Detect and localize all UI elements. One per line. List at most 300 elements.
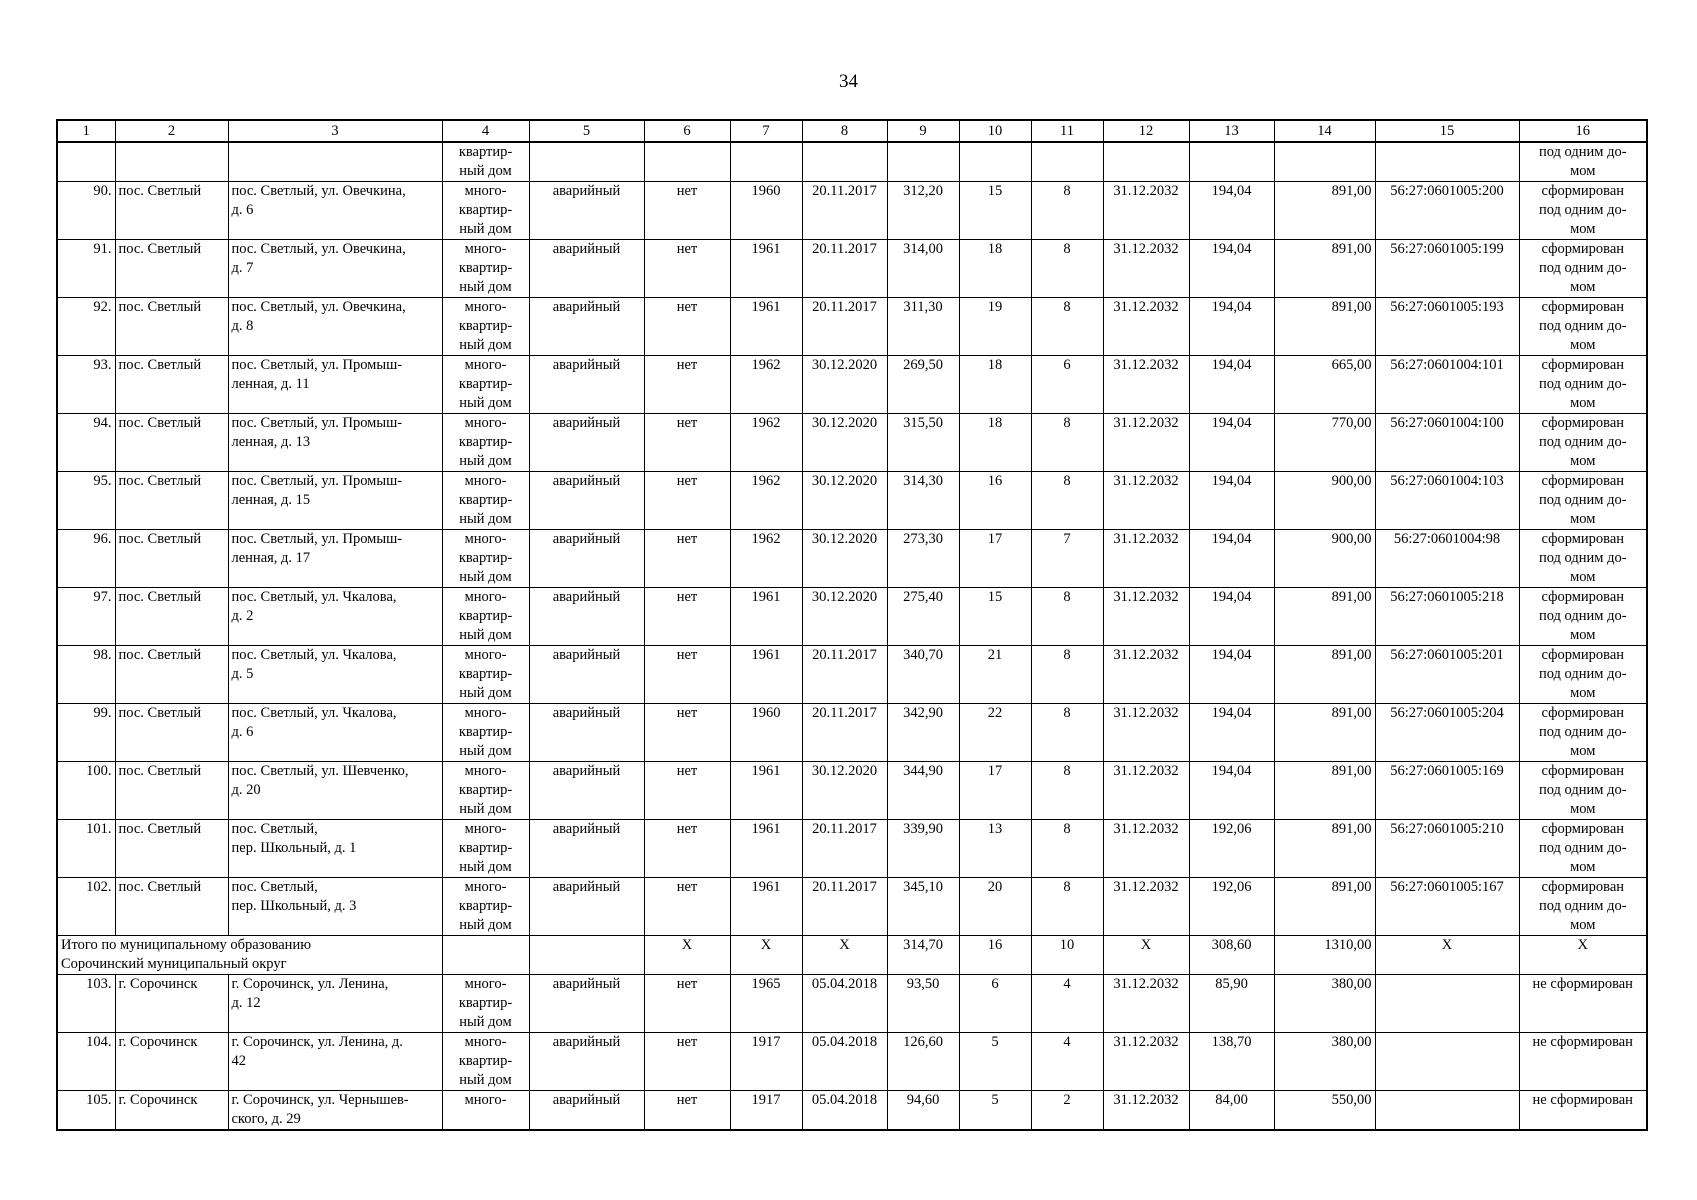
- cell-land-status: сформирован под одним до- мом: [1519, 820, 1647, 878]
- column-header-9: 9: [887, 120, 959, 142]
- cell-cadastral-number: [1375, 1033, 1519, 1091]
- cell-resettlement-deadline: 31.12.2032: [1103, 878, 1189, 936]
- cell-col-11: 6: [1031, 356, 1103, 414]
- cell-house-type: много- квартир- ный дом: [442, 704, 529, 762]
- table-row: [57, 1091, 1647, 1131]
- cell-recognition-date: 30.12.2020: [802, 588, 887, 646]
- table-row: [57, 298, 1647, 356]
- column-header-12: 12: [1103, 120, 1189, 142]
- cell-row-number: 94.: [57, 414, 115, 472]
- column-header-5: 5: [529, 120, 644, 142]
- cell-land-status: сформирован под одним до- мом: [1519, 240, 1647, 298]
- column-header-2: 2: [115, 120, 228, 142]
- cell-address: г. Сорочинск, ул. Ленина, д. 42: [228, 1033, 442, 1091]
- cell-settlement: пос. Светлый: [115, 182, 228, 240]
- cell-area: 340,70: [887, 646, 959, 704]
- cell-land-status: сформирован под одним до- мом: [1519, 762, 1647, 820]
- cell-settlement: пос. Светлый: [115, 356, 228, 414]
- cell-col-6: нет: [644, 975, 730, 1033]
- empty-cell: [529, 142, 644, 182]
- cell-land-status: сформирован под одним до- мом: [1519, 704, 1647, 762]
- empty-cell: [730, 142, 802, 182]
- empty-cell: [802, 142, 887, 182]
- cell-row-number: 91.: [57, 240, 115, 298]
- cell-cadastral-number: 56:27:0601004:103: [1375, 472, 1519, 530]
- cell-col-13: 194,04: [1189, 240, 1274, 298]
- total-c13: 308,60: [1189, 936, 1274, 975]
- cell-cadastral-number: 56:27:0601005:201: [1375, 646, 1519, 704]
- page-number: 34: [839, 71, 858, 92]
- cell-col-10: 16: [959, 472, 1031, 530]
- cell-cadastral-number: 56:27:0601005:199: [1375, 240, 1519, 298]
- cell-address: пос. Светлый, ул. Чкалова, д. 6: [228, 704, 442, 762]
- cell-cadastral-number: [1375, 1091, 1519, 1131]
- cell-land-status: сформирован под одним до- мом: [1519, 356, 1647, 414]
- cell-resettlement-deadline: 31.12.2032: [1103, 240, 1189, 298]
- cell-col-6: нет: [644, 1091, 730, 1131]
- cell-row-number: 104.: [57, 1033, 115, 1091]
- cell-land-status: сформирован под одним до- мом: [1519, 414, 1647, 472]
- cell-condition: аварийный: [529, 298, 644, 356]
- cell-condition: аварийный: [529, 588, 644, 646]
- cell-year-built: 1965: [730, 975, 802, 1033]
- cell-address: пос. Светлый, ул. Овечкина, д. 6: [228, 182, 442, 240]
- cell-row-number: 100.: [57, 762, 115, 820]
- cell-col-11: 7: [1031, 530, 1103, 588]
- cell-col-11: 8: [1031, 646, 1103, 704]
- cell-address: пос. Светлый, ул. Промыш- ленная, д. 11: [228, 356, 442, 414]
- cell-area: 312,20: [887, 182, 959, 240]
- cell-condition: аварийный: [529, 530, 644, 588]
- cell-house-type: много- квартир- ный дом: [442, 182, 529, 240]
- cell-col-14: 380,00: [1274, 975, 1375, 1033]
- cell-area: 314,30: [887, 472, 959, 530]
- empty-cell: [1103, 142, 1189, 182]
- cell-condition: аварийный: [529, 414, 644, 472]
- cell-col-10: 5: [959, 1091, 1031, 1131]
- cell-house-type: много-: [442, 1091, 529, 1131]
- total-c16: X: [1519, 936, 1647, 975]
- empty-cell: [57, 142, 115, 182]
- cell-col-14: 891,00: [1274, 704, 1375, 762]
- cell-address: пос. Светлый, ул. Промыш- ленная, д. 15: [228, 472, 442, 530]
- cell-col-14: 891,00: [1274, 878, 1375, 936]
- cell-col-10: 15: [959, 588, 1031, 646]
- cell-settlement: пос. Светлый: [115, 762, 228, 820]
- cell-address: пос. Светлый, ул. Промыш- ленная, д. 13: [228, 414, 442, 472]
- cell-condition: аварийный: [529, 820, 644, 878]
- cell-area: 93,50: [887, 975, 959, 1033]
- cell-col-14: 891,00: [1274, 240, 1375, 298]
- cell-house-type: много- квартир- ный дом: [442, 820, 529, 878]
- total-c9: 314,70: [887, 936, 959, 975]
- cell-recognition-date: 20.11.2017: [802, 240, 887, 298]
- total-label: Итого по муниципальному образованию Сорочинский муниципальный округ: [57, 936, 442, 975]
- cell-house-type: много- квартир- ный дом: [442, 356, 529, 414]
- cell-land-status: сформирован под одним до- мом: [1519, 588, 1647, 646]
- cell-recognition-date: 05.04.2018: [802, 975, 887, 1033]
- cell-col-13: 194,04: [1189, 356, 1274, 414]
- cell-col-13: 194,04: [1189, 704, 1274, 762]
- cell-col-11: 8: [1031, 704, 1103, 762]
- empty-cell: [442, 936, 529, 975]
- total-c15: X: [1375, 936, 1519, 975]
- cell-recognition-date: 20.11.2017: [802, 298, 887, 356]
- total-row: [57, 936, 1647, 975]
- cell-col-6: нет: [644, 646, 730, 704]
- cell-area: 275,40: [887, 588, 959, 646]
- cell-condition: аварийный: [529, 704, 644, 762]
- cell-cadastral-number: 56:27:0601005:200: [1375, 182, 1519, 240]
- empty-cell: [1189, 142, 1274, 182]
- table-row: [57, 820, 1647, 878]
- cell-settlement: г. Сорочинск: [115, 1091, 228, 1131]
- cell-cadastral-number: 56:27:0601005:193: [1375, 298, 1519, 356]
- cell-col-13: 192,06: [1189, 820, 1274, 878]
- cell-col-6: нет: [644, 414, 730, 472]
- cell-row-number: 102.: [57, 878, 115, 936]
- cell-col-14: 891,00: [1274, 646, 1375, 704]
- cell-col-14: 891,00: [1274, 762, 1375, 820]
- table-row: [57, 356, 1647, 414]
- cell-year-built: 1961: [730, 588, 802, 646]
- cell-settlement: пос. Светлый: [115, 530, 228, 588]
- total-c14: 1310,00: [1274, 936, 1375, 975]
- cell-year-built: 1917: [730, 1033, 802, 1091]
- cell-col-11: 8: [1031, 414, 1103, 472]
- cell-year-built: 1961: [730, 646, 802, 704]
- cell-area: 345,10: [887, 878, 959, 936]
- cell-cadastral-number: 56:27:0601005:218: [1375, 588, 1519, 646]
- empty-cell: [644, 142, 730, 182]
- cell-cadastral-number: 56:27:0601004:101: [1375, 356, 1519, 414]
- cell-col-11: 2: [1031, 1091, 1103, 1131]
- cell-col-10: 18: [959, 356, 1031, 414]
- cell-col-11: 8: [1031, 588, 1103, 646]
- cell-land-status: не сформирован: [1519, 975, 1647, 1033]
- cell-house-type: много- квартир- ный дом: [442, 240, 529, 298]
- cell-land-status: сформирован под одним до- мом: [1519, 646, 1647, 704]
- cell-area: 94,60: [887, 1091, 959, 1131]
- column-header-6: 6: [644, 120, 730, 142]
- cell-col-6: нет: [644, 356, 730, 414]
- cell-recognition-date: 20.11.2017: [802, 704, 887, 762]
- column-header-14: 14: [1274, 120, 1375, 142]
- cell-settlement: г. Сорочинск: [115, 1033, 228, 1091]
- cell-settlement: пос. Светлый: [115, 240, 228, 298]
- cell-col-14: 891,00: [1274, 182, 1375, 240]
- cell-condition: аварийный: [529, 762, 644, 820]
- cell-condition: аварийный: [529, 1033, 644, 1091]
- cell-cadastral-number: [1375, 975, 1519, 1033]
- cell-resettlement-deadline: 31.12.2032: [1103, 530, 1189, 588]
- cell-house-type: много- квартир- ный дом: [442, 414, 529, 472]
- cell-settlement: пос. Светлый: [115, 414, 228, 472]
- cell-condition: аварийный: [529, 1091, 644, 1131]
- cell-resettlement-deadline: 31.12.2032: [1103, 1091, 1189, 1131]
- cell-settlement: пос. Светлый: [115, 704, 228, 762]
- cell-row-number: 93.: [57, 356, 115, 414]
- cell-col-6: нет: [644, 240, 730, 298]
- cell-col-10: 17: [959, 762, 1031, 820]
- column-header-10: 10: [959, 120, 1031, 142]
- cell-house-type: много- квартир- ный дом: [442, 298, 529, 356]
- housing-register-table: [56, 119, 1648, 1131]
- cell-col-13: 194,04: [1189, 646, 1274, 704]
- cell-house-type: много- квартир- ный дом: [442, 530, 529, 588]
- table-row: [57, 414, 1647, 472]
- table-row: [57, 472, 1647, 530]
- cell-address: пос. Светлый, ул. Шевченко, д. 20: [228, 762, 442, 820]
- cell-col-6: нет: [644, 762, 730, 820]
- cell-settlement: пос. Светлый: [115, 646, 228, 704]
- cell-year-built: 1962: [730, 472, 802, 530]
- cell-address: пос. Светлый, ул. Промыш- ленная, д. 17: [228, 530, 442, 588]
- column-header-11: 11: [1031, 120, 1103, 142]
- cell-condition: аварийный: [529, 182, 644, 240]
- cell-col-6: нет: [644, 878, 730, 936]
- cell-col-14: 900,00: [1274, 472, 1375, 530]
- cell-year-built: 1961: [730, 762, 802, 820]
- cell-area: 314,00: [887, 240, 959, 298]
- cell-condition: аварийный: [529, 878, 644, 936]
- cell-col-10: 5: [959, 1033, 1031, 1091]
- cell-col-11: 8: [1031, 182, 1103, 240]
- cell-land-status: под одним до- мом: [1519, 142, 1647, 182]
- cell-col-10: 15: [959, 182, 1031, 240]
- cell-year-built: 1961: [730, 878, 802, 936]
- empty-cell: [228, 142, 442, 182]
- cell-settlement: пос. Светлый: [115, 878, 228, 936]
- cell-settlement: пос. Светлый: [115, 588, 228, 646]
- cell-area: 342,90: [887, 704, 959, 762]
- cell-recognition-date: 20.11.2017: [802, 878, 887, 936]
- cell-year-built: 1960: [730, 182, 802, 240]
- column-header-3: 3: [228, 120, 442, 142]
- column-header-15: 15: [1375, 120, 1519, 142]
- cell-settlement: г. Сорочинск: [115, 975, 228, 1033]
- cell-recognition-date: 30.12.2020: [802, 762, 887, 820]
- cell-col-11: 4: [1031, 975, 1103, 1033]
- cell-address: пос. Светлый, пер. Школьный, д. 3: [228, 878, 442, 936]
- cell-recognition-date: 30.12.2020: [802, 414, 887, 472]
- cell-row-number: 99.: [57, 704, 115, 762]
- cell-col-14: 900,00: [1274, 530, 1375, 588]
- cell-land-status: сформирован под одним до- мом: [1519, 530, 1647, 588]
- total-c10: 16: [959, 936, 1031, 975]
- cell-recognition-date: 30.12.2020: [802, 356, 887, 414]
- total-c8: X: [802, 936, 887, 975]
- cell-row-number: 95.: [57, 472, 115, 530]
- cell-col-13: 194,04: [1189, 530, 1274, 588]
- cell-col-13: 138,70: [1189, 1033, 1274, 1091]
- cell-house-type: много- квартир- ный дом: [442, 975, 529, 1033]
- cell-area: 344,90: [887, 762, 959, 820]
- table-row: [57, 182, 1647, 240]
- column-header-1: 1: [57, 120, 115, 142]
- cell-col-10: 13: [959, 820, 1031, 878]
- cell-address: пос. Светлый, ул. Чкалова, д. 2: [228, 588, 442, 646]
- empty-cell: [887, 142, 959, 182]
- cell-cadastral-number: 56:27:0601004:98: [1375, 530, 1519, 588]
- continuation-row: [57, 142, 1647, 182]
- cell-cadastral-number: 56:27:0601005:169: [1375, 762, 1519, 820]
- cell-recognition-date: 20.11.2017: [802, 182, 887, 240]
- empty-cell: [529, 936, 644, 975]
- cell-recognition-date: 20.11.2017: [802, 820, 887, 878]
- cell-land-status: сформирован под одним до- мом: [1519, 878, 1647, 936]
- cell-condition: аварийный: [529, 646, 644, 704]
- cell-row-number: 96.: [57, 530, 115, 588]
- column-header-8: 8: [802, 120, 887, 142]
- empty-cell: [1375, 142, 1519, 182]
- cell-col-13: 85,90: [1189, 975, 1274, 1033]
- cell-recognition-date: 05.04.2018: [802, 1091, 887, 1131]
- cell-col-11: 8: [1031, 298, 1103, 356]
- table-row: [57, 762, 1647, 820]
- cell-col-13: 194,04: [1189, 472, 1274, 530]
- cell-col-10: 19: [959, 298, 1031, 356]
- column-header-13: 13: [1189, 120, 1274, 142]
- empty-cell: [1274, 142, 1375, 182]
- cell-recognition-date: 20.11.2017: [802, 646, 887, 704]
- cell-row-number: 98.: [57, 646, 115, 704]
- cell-year-built: 1961: [730, 240, 802, 298]
- cell-col-10: 22: [959, 704, 1031, 762]
- cell-area: 273,30: [887, 530, 959, 588]
- table-row: [57, 530, 1647, 588]
- table-row: [57, 646, 1647, 704]
- table-row: [57, 588, 1647, 646]
- column-number-header: [57, 120, 1647, 142]
- total-c7: X: [730, 936, 802, 975]
- cell-house-type: много- квартир- ный дом: [442, 1033, 529, 1091]
- cell-resettlement-deadline: 31.12.2032: [1103, 472, 1189, 530]
- cell-house-type: много- квартир- ный дом: [442, 878, 529, 936]
- cell-col-13: 192,06: [1189, 878, 1274, 936]
- cell-year-built: 1962: [730, 414, 802, 472]
- cell-settlement: пос. Светлый: [115, 820, 228, 878]
- cell-address: г. Сорочинск, ул. Чернышев- ского, д. 29: [228, 1091, 442, 1131]
- cell-row-number: 103.: [57, 975, 115, 1033]
- cell-cadastral-number: 56:27:0601005:204: [1375, 704, 1519, 762]
- cell-resettlement-deadline: 31.12.2032: [1103, 356, 1189, 414]
- empty-cell: [1031, 142, 1103, 182]
- cell-col-10: 18: [959, 414, 1031, 472]
- cell-land-status: не сформирован: [1519, 1091, 1647, 1131]
- total-c6: X: [644, 936, 730, 975]
- cell-col-11: 8: [1031, 240, 1103, 298]
- cell-col-13: 84,00: [1189, 1091, 1274, 1131]
- cell-col-13: 194,04: [1189, 588, 1274, 646]
- cell-resettlement-deadline: 31.12.2032: [1103, 588, 1189, 646]
- cell-col-11: 4: [1031, 1033, 1103, 1091]
- cell-house-type: много- квартир- ный дом: [442, 762, 529, 820]
- cell-row-number: 97.: [57, 588, 115, 646]
- cell-col-6: нет: [644, 704, 730, 762]
- cell-land-status: не сформирован: [1519, 1033, 1647, 1091]
- cell-resettlement-deadline: 31.12.2032: [1103, 182, 1189, 240]
- cell-col-6: нет: [644, 588, 730, 646]
- cell-col-6: нет: [644, 298, 730, 356]
- cell-year-built: 1962: [730, 356, 802, 414]
- cell-row-number: 105.: [57, 1091, 115, 1131]
- cell-col-10: 6: [959, 975, 1031, 1033]
- cell-land-status: сформирован под одним до- мом: [1519, 182, 1647, 240]
- cell-condition: аварийный: [529, 240, 644, 298]
- cell-area: 339,90: [887, 820, 959, 878]
- cell-year-built: 1961: [730, 820, 802, 878]
- table-row: [57, 704, 1647, 762]
- cell-resettlement-deadline: 31.12.2032: [1103, 298, 1189, 356]
- cell-col-6: нет: [644, 1033, 730, 1091]
- cell-resettlement-deadline: 31.12.2032: [1103, 704, 1189, 762]
- cell-year-built: 1960: [730, 704, 802, 762]
- cell-col-6: нет: [644, 182, 730, 240]
- cell-recognition-date: 30.12.2020: [802, 530, 887, 588]
- cell-resettlement-deadline: 31.12.2032: [1103, 762, 1189, 820]
- cell-col-14: 891,00: [1274, 588, 1375, 646]
- cell-condition: аварийный: [529, 975, 644, 1033]
- cell-resettlement-deadline: 31.12.2032: [1103, 646, 1189, 704]
- cell-col-14: 665,00: [1274, 356, 1375, 414]
- cell-recognition-date: 05.04.2018: [802, 1033, 887, 1091]
- column-header-7: 7: [730, 120, 802, 142]
- cell-col-13: 194,04: [1189, 298, 1274, 356]
- cell-col-10: 21: [959, 646, 1031, 704]
- cell-year-built: 1917: [730, 1091, 802, 1131]
- cell-col-13: 194,04: [1189, 762, 1274, 820]
- cell-area: 315,50: [887, 414, 959, 472]
- cell-cadastral-number: 56:27:0601005:210: [1375, 820, 1519, 878]
- cell-address: пос. Светлый, пер. Школьный, д. 1: [228, 820, 442, 878]
- cell-cadastral-number: 56:27:0601005:167: [1375, 878, 1519, 936]
- cell-house-type: квартир- ный дом: [442, 142, 529, 182]
- cell-row-number: 92.: [57, 298, 115, 356]
- total-c12: X: [1103, 936, 1189, 975]
- cell-col-13: 194,04: [1189, 414, 1274, 472]
- cell-land-status: сформирован под одним до- мом: [1519, 298, 1647, 356]
- table-row: [57, 975, 1647, 1033]
- cell-year-built: 1962: [730, 530, 802, 588]
- table-row: [57, 240, 1647, 298]
- cell-col-14: 770,00: [1274, 414, 1375, 472]
- cell-col-14: 891,00: [1274, 298, 1375, 356]
- cell-col-14: 550,00: [1274, 1091, 1375, 1131]
- cell-row-number: 90.: [57, 182, 115, 240]
- cell-condition: аварийный: [529, 472, 644, 530]
- column-header-16: 16: [1519, 120, 1647, 142]
- total-c11: 10: [1031, 936, 1103, 975]
- cell-col-11: 8: [1031, 878, 1103, 936]
- cell-area: 311,30: [887, 298, 959, 356]
- cell-land-status: сформирован под одним до- мом: [1519, 472, 1647, 530]
- table-row: [57, 1033, 1647, 1091]
- empty-cell: [115, 142, 228, 182]
- cell-house-type: много- квартир- ный дом: [442, 646, 529, 704]
- cell-col-11: 8: [1031, 820, 1103, 878]
- cell-col-6: нет: [644, 820, 730, 878]
- cell-settlement: пос. Светлый: [115, 472, 228, 530]
- cell-house-type: много- квартир- ный дом: [442, 588, 529, 646]
- cell-address: пос. Светлый, ул. Чкалова, д. 5: [228, 646, 442, 704]
- cell-col-10: 18: [959, 240, 1031, 298]
- cell-col-10: 17: [959, 530, 1031, 588]
- cell-col-6: нет: [644, 472, 730, 530]
- cell-condition: аварийный: [529, 356, 644, 414]
- cell-col-11: 8: [1031, 762, 1103, 820]
- cell-area: 126,60: [887, 1033, 959, 1091]
